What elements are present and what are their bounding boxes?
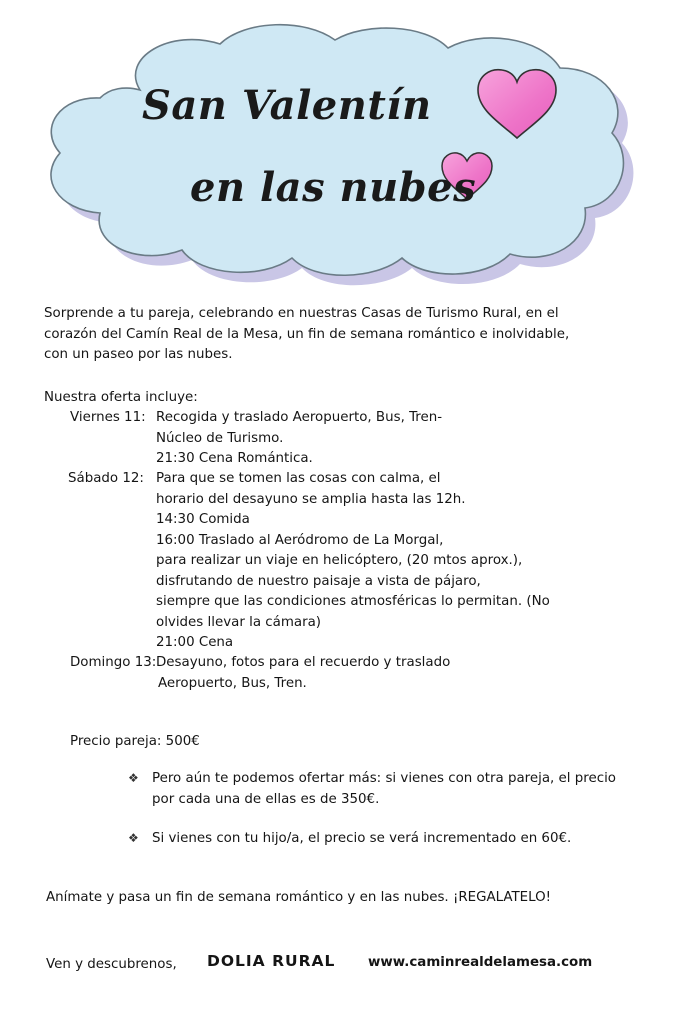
schedule-line: 21:00 Cena (156, 635, 234, 650)
offer-title: Nuestra oferta incluye: (44, 390, 198, 405)
schedule-line: siempre que las condiciones atmosféricas lo permitan. (No (156, 594, 550, 609)
website-link[interactable]: www.caminrealdelamesa.com (368, 955, 593, 970)
schedule-line: 21:30 Cena Romántica. (156, 451, 313, 466)
cloud-header (30, 18, 635, 290)
brand-name: DOLIA RURAL (207, 952, 336, 970)
bullet-text (152, 768, 616, 810)
cloud-illustration (30, 18, 635, 290)
schedule-line: Aeropuerto, Bus, Tren. (158, 675, 307, 691)
schedule-line: Núcleo de Turismo. (156, 430, 284, 446)
title-line-2: en las nubes (190, 164, 477, 211)
schedule-line: olvides llevar la cámara) (156, 614, 322, 630)
schedule-line: para realizar un viaje en helicóptero, (20 mtos aprox.), (156, 553, 523, 568)
intro-paragraph (44, 304, 569, 366)
intro-line: con un paseo por las nubes. (44, 347, 233, 362)
schedule-line: Recogida y traslado Aeropuerto, Bus, Tren- (156, 410, 443, 425)
day-label-sunday: Domingo 13: (70, 655, 157, 670)
bullet-line: Pero aún te podemos ofertar más: si vienes con otra pareja, el precio (152, 771, 616, 786)
day-schedule-sunday (156, 653, 450, 694)
cloud-shape (51, 25, 623, 276)
schedule-line: 14:30 Comida (156, 512, 250, 527)
bullet-text (152, 828, 571, 849)
intro-line: Sorprende a tu pareja, celebrando en nuestras Casas de Turismo Rural, en el (44, 306, 559, 321)
title-line-1: San Valentín (142, 82, 432, 129)
schedule-line: 16:00 Traslado al Aeródromo de La Morgal, (156, 532, 444, 548)
diamond-bullet-icon: ❖ (128, 771, 139, 785)
closing-line: Anímate y pasa un fin de semana romántico y en las nubes. ¡REGALATELO! (46, 890, 552, 905)
day-label-friday: Viernes 11: (70, 410, 146, 425)
diamond-bullet-icon: ❖ (128, 831, 139, 845)
day-label-saturday: Sábado 12: (68, 471, 144, 486)
day-schedule-saturday (156, 469, 550, 654)
footer-lead: Ven y descubrenos, (46, 957, 177, 972)
day-schedule-friday (156, 408, 442, 470)
intro-line: corazón del Camín Real de la Mesa, un fin de semana romántico e inolvidable, (44, 326, 570, 342)
couple-price: Precio pareja: 500€ (70, 734, 200, 749)
schedule-line: Desayuno, fotos para el recuerdo y traslado (156, 655, 451, 670)
bullet-line: Si vienes con tu hijo/a, el precio se verá incrementado en 60€. (152, 831, 572, 846)
schedule-line: horario del desayuno se amplia hasta las 12h. (156, 491, 466, 507)
bullet-line: por cada una de ellas es de 350€. (152, 792, 380, 807)
schedule-line: Para que se tomen las cosas con calma, el (156, 471, 441, 486)
schedule-line: disfrutando de nuestro paisaje a vista de pájaro, (156, 573, 481, 589)
